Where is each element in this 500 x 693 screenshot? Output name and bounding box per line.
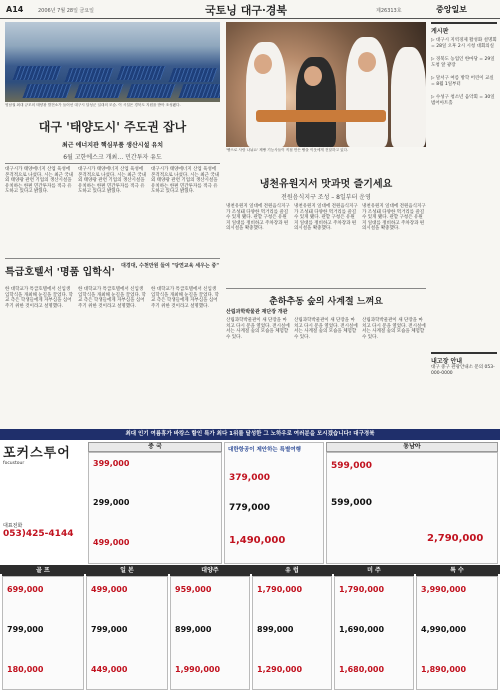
oceania-price: 1,990,000 (175, 665, 221, 674)
article1-body-col1: 대구시가 태양에너지 산업 육성에 본격적으로 나섰다. 시는 최근 국내외 태양광 관련 기업의 생산시설을 유치하는 한편 민간투자를 적극 유도하고 있다고 밝혔다. (5, 167, 74, 194)
category-europe: 유 럽 (252, 566, 332, 576)
golf-price: 699,000 (7, 585, 44, 594)
japan-price: 449,000 (91, 665, 128, 674)
article1-kicker: 최근 에너지관 핵심부품 생산시설 유치 (61, 142, 164, 149)
bakery-photo-caption: '빵으로 사랑 나눠요' 제빵 기능사들이 직접 만든 빵을 이웃에게 전달하고 있다. (226, 148, 349, 152)
sidebar-item: ▷ 수성구 청소년 음악회 = 30일 범어아트홀 (431, 95, 495, 106)
category-japan: 일 본 (86, 566, 168, 576)
article3-body-col2: 한 대학교가 특급호텔에서 신입생 입학식을 개최해 눈길을 끌었다. 학교 측은 학생들에게 자부심을 심어주기 위한 것이라고 설명했다. (78, 287, 147, 309)
america-ad (334, 576, 414, 690)
notice-sidebar (431, 22, 497, 420)
agency-tagline: focustour (3, 461, 25, 466)
section-title: 국토닝 대구·경북 (205, 4, 288, 17)
europe-ad (252, 576, 332, 690)
sea-price: 599,000 (331, 461, 372, 471)
europe-price: 1,290,000 (257, 665, 303, 674)
special-ad (416, 576, 498, 690)
special-price: 3,990,000 (421, 585, 467, 594)
oceania-price: 899,000 (175, 625, 212, 634)
article3-body-col3: 한 대학교가 특급호텔에서 신입생 입학식을 개최해 눈길을 끌었다. 학교 측은 학생들에게 자부심을 심어주기 위한 것이라고 설명했다. (151, 287, 220, 309)
solar-photo (5, 22, 220, 102)
america-price: 1,690,000 (339, 625, 385, 634)
category-america: 미 주 (334, 566, 414, 576)
sea-price: 599,000 (331, 498, 372, 508)
category-special: 특 수 (416, 566, 498, 576)
solar-photo-caption: 영남권 최대 규모의 태양광 발전소가 들어선 대구시 달성군 일대의 모습. 이 시설은 경북도 지원을 받아 조성됐다. (5, 103, 181, 107)
korean-air-title: 대한항공이 제안하는 특별여행 (228, 447, 301, 453)
article3-subtitle: 대경대, 수천만원 들여 "당연교육 세우는 중" (121, 263, 219, 269)
article3-title: 특급호텔서 '명품 입학식' (5, 267, 115, 278)
oceania-ad (170, 576, 250, 690)
japan-price: 799,000 (91, 625, 128, 634)
article4-title: 춘하추동 숲의 사계절 느껴요 (269, 297, 383, 307)
article2-subtitle: 전원음식지구 조성 – 8일부터 운영 (281, 194, 371, 201)
korean-air-ad (224, 442, 324, 564)
article2-body-col1: 냉천유원지 일대에 전원음식지구가 조성돼 다양한 먹거리를 즐길 수 있게 됐다. 관할 구청은 유원지 일대를 정비하고 주차장과 편의시설을 확충했다. (226, 204, 290, 231)
japan-ad (86, 576, 168, 690)
southeast-asia-ad (326, 452, 498, 564)
article2-title: 냉천유원지서 맛과멋 즐기세요 (259, 179, 393, 190)
article1-subtitle: 6월 고한에스크 개최… 민간투자 유도 (63, 154, 162, 161)
article2-body-col3: 냉천유원지 일대에 전원음식지구가 조성돼 다양한 먹거리를 즐길 수 있게 됐다. 관할 구청은 유원지 일대를 정비하고 주차장과 편의시설을 확충했다. (362, 204, 426, 231)
sidebar-title: 게시판 (431, 28, 449, 35)
issue-date: 2006년 7월 28일 금요일 (38, 8, 95, 14)
article3-body-col1: 한 대학교가 특급호텔에서 신입생 입학식을 개최해 눈길을 끌었다. 학교 측은 학생들에게 자부심을 심어주기 위한 것이라고 설명했다. (5, 287, 74, 309)
category-oceania: 대양주 (170, 566, 250, 576)
golf-price: 799,000 (7, 625, 44, 634)
article4-body-col2: 산림과학박물관이 새 단장을 마치고 다시 문을 열었다. 전시실에서는 사계절 숲의 모습을 체험할 수 있다. (294, 318, 358, 340)
page-header (0, 0, 500, 19)
article4-body-col3: 산림과학박물관이 새 단장을 마치고 다시 문을 열었다. 전시실에서는 사계절 숲의 모습을 체험할 수 있다. (362, 318, 426, 340)
america-price: 1,680,000 (339, 665, 385, 674)
agency-phone: 053)425-4144 (3, 528, 74, 539)
sea-price: 2,790,000 (427, 533, 484, 544)
sidebar-item: ▷ 달서구 여름 방학 어린이 교실 = 8월 1일부터 (431, 76, 494, 87)
category-china: 중 국 (88, 442, 222, 452)
page-number: A14 (6, 5, 24, 14)
newspaper-logo: 중앙일보 (436, 5, 467, 14)
article4-body-col1: 산림과학박물관이 새 단장을 마치고 다시 문을 열었다. 전시실에서는 사계절 숲의 모습을 체험할 수 있다. (226, 318, 290, 340)
agency-phone-label: 대표전화 (3, 522, 23, 529)
china-ad (88, 452, 222, 564)
category-golf: 골 프 (2, 566, 84, 576)
agency-block (3, 442, 85, 562)
korean-air-price: 379,000 (229, 473, 270, 483)
article2-body-col2: 냉천유원지 일대에 전원음식지구가 조성돼 다양한 먹거리를 즐길 수 있게 됐다. 관할 구청은 유원지 일대를 정비하고 주차장과 편의시설을 확충했다. (294, 204, 358, 231)
issue-number: 제26313호 (376, 8, 402, 14)
golf-ad (2, 576, 84, 690)
america-price: 1,790,000 (339, 585, 385, 594)
article1-title: 대구 '태양도시' 주도권 잡나 (38, 120, 187, 134)
agency-name: 포커스투어 (3, 446, 71, 461)
bakery-photo (226, 22, 426, 147)
special-price: 1,890,000 (421, 665, 467, 674)
oceania-price: 959,000 (175, 585, 212, 594)
category-southeast-asia: 동남아 (326, 442, 498, 452)
china-price: 499,000 (93, 538, 130, 547)
china-price: 399,000 (93, 459, 130, 468)
sidebar-item: ▷ 대구시 지역경제 활성화 설명회 = 28일 오후 2시 시청 대회의실 (431, 38, 497, 49)
japan-price: 499,000 (91, 585, 128, 594)
china-price: 299,000 (93, 498, 130, 507)
korean-air-price: 1,490,000 (229, 535, 286, 546)
sidebar-item: ▷ 경북도 농업인 한마당 = 29일 도청 앞 광장 (431, 57, 495, 68)
article1-body-col3: 대구시가 태양에너지 산업 육성에 본격적으로 나섰다. 시는 최근 국내외 태양광 관련 기업의 생산시설을 유치하는 한편 민간투자를 적극 유도하고 있다고 밝혔다. (151, 167, 220, 194)
europe-price: 1,790,000 (257, 585, 303, 594)
article4-subtitle: 산림과학박물관 재단장 개관 (226, 309, 288, 315)
korean-air-price: 779,000 (229, 503, 270, 513)
article1-body-col2: 대구시가 태양에너지 산업 육성에 본격적으로 나섰다. 시는 최근 국내외 태양광 관련 기업의 생산시설을 유치하는 한편 민간투자를 적극 유도하고 있다고 밝혔다. (78, 167, 147, 194)
special-price: 4,990,000 (421, 625, 467, 634)
golf-price: 180,000 (7, 665, 44, 674)
ads-banner: 최대 인기 여름휴가 바캉스 할인 특가 최다 1위를 달성한 그 노하우로 여러분을 모시겠습니다! 대구경북 (0, 429, 500, 440)
sidebar-ad-title: 내고장 안내 (431, 358, 463, 365)
europe-price: 899,000 (257, 625, 294, 634)
sidebar-ad-text: 대구 중구 관광안내소 문의 053-000-0000 (431, 365, 495, 376)
